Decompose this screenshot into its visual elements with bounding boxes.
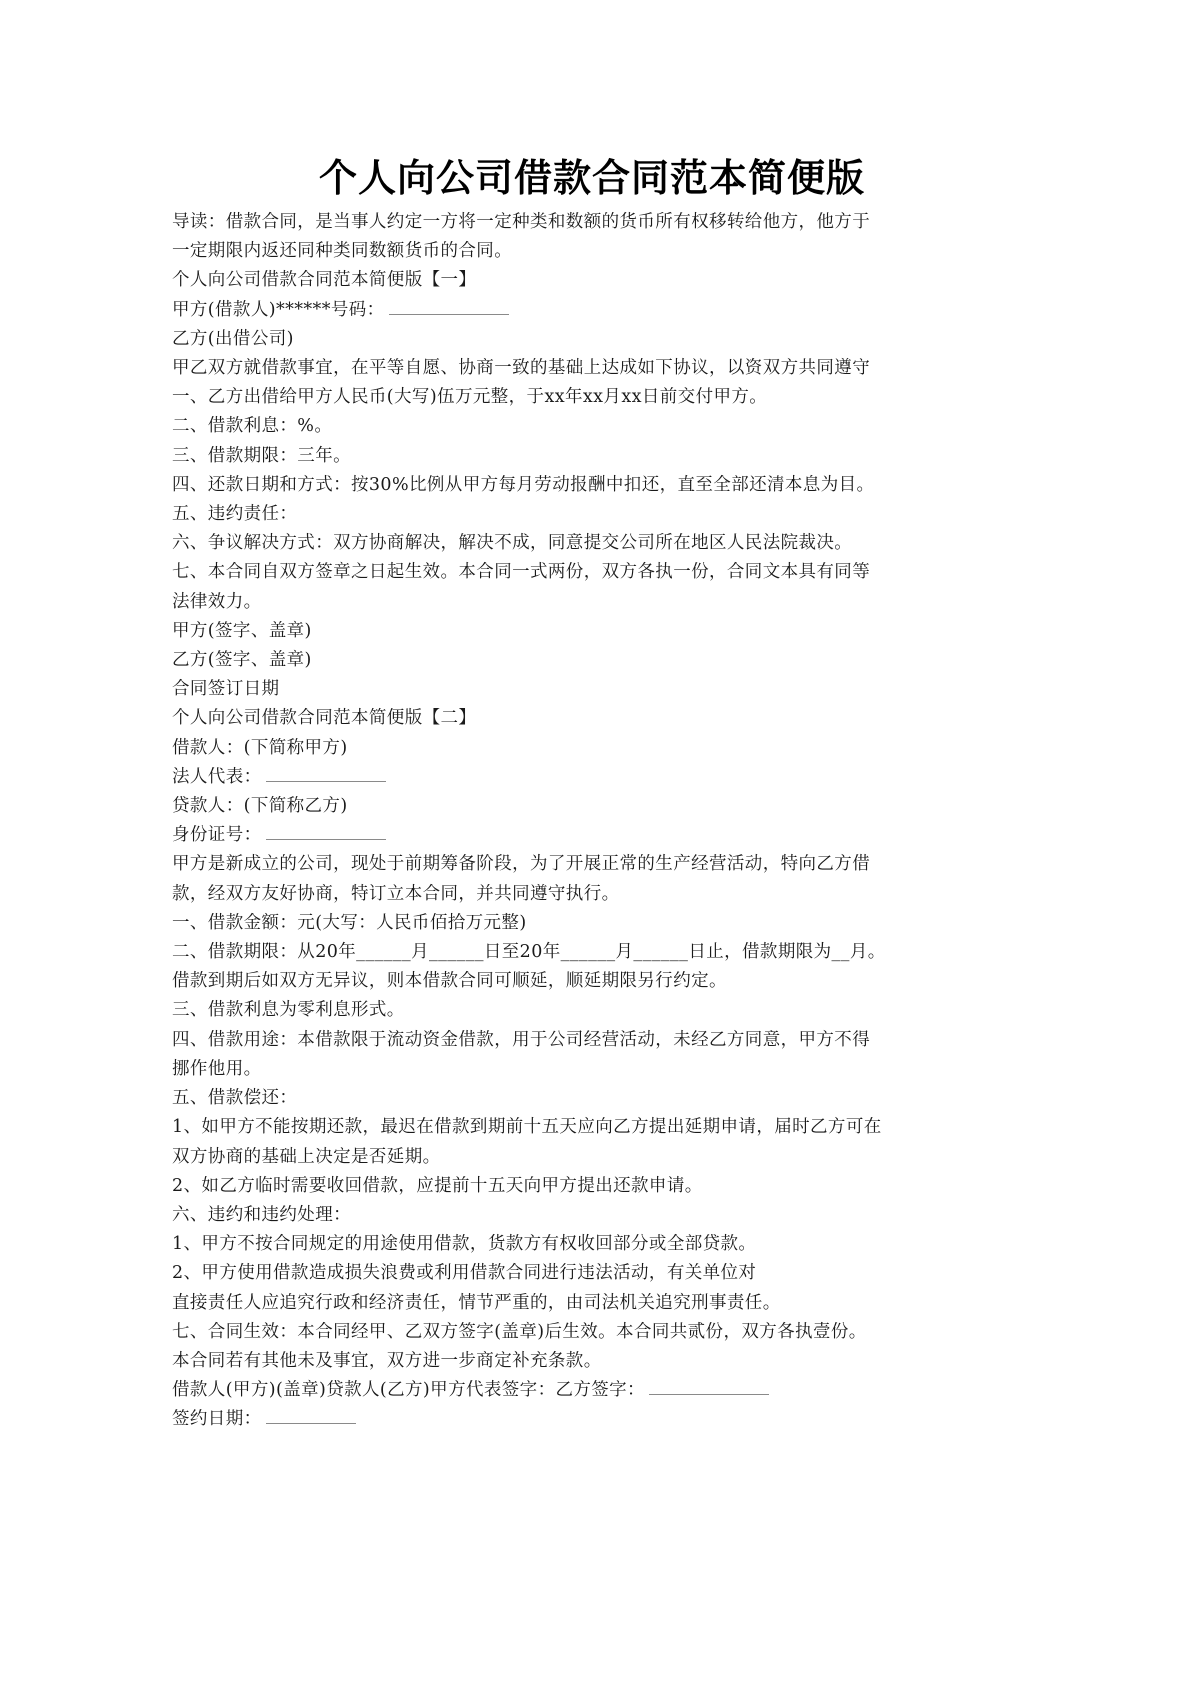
- legal-rep-label: 法人代表：: [172, 766, 262, 787]
- contract2-clause: 三、借款利息为零利息形式。: [172, 1000, 405, 1021]
- contract1-signature: 甲方(签字、盖章): [172, 620, 312, 641]
- signature-blank: [649, 1376, 769, 1395]
- intro-line: 一定期限内返还同种类同数额货币的合同。: [172, 241, 513, 262]
- contract1-party-a: [172, 296, 1032, 325]
- contract2-clause: 一、借款金额：元(大写：人民币佰拾万元整): [172, 912, 527, 933]
- contract2-preamble: 甲方是新成立的公司，现处于前期筹备阶段，为了开展正常的生产经营活动，特向乙方借: [172, 854, 871, 875]
- contract1-clause: 二、借款利息：%。: [172, 416, 333, 437]
- contract1-clause: 三、借款期限：三年。: [172, 445, 351, 466]
- contract2-clause: 1、如甲方不能按期还款，最迟在借款到期前十五天应向乙方提出延期申请，届时乙方可在: [172, 1117, 882, 1138]
- contract2-sign-date: [172, 1405, 1032, 1434]
- contract2-legal-rep: [172, 763, 1032, 792]
- contract2-lender: 贷款人：(下简称乙方): [172, 796, 348, 817]
- sign-date-label: 签约日期：: [172, 1409, 262, 1430]
- contract2-clause: 直接责任人应追究行政和经济责任，情节严重的，由司法机关追究刑事责任。: [172, 1292, 781, 1313]
- contract2-clause: 挪作他用。: [172, 1058, 262, 1079]
- contract2-id-number: [172, 821, 1032, 850]
- contract2-clause: 六、违约和违约处理：: [172, 1204, 351, 1225]
- contract1-clause: 六、争议解决方式：双方协商解决，解决不成，同意提交公司所在地区人民法院裁决。: [172, 533, 853, 554]
- contract1-heading: 个人向公司借款合同范本简便版【一】: [172, 270, 477, 291]
- id-number-label: 身份证号：: [172, 825, 262, 846]
- contract2-clause: 1、甲方不按合同规定的用途使用借款，货款方有权收回部分或全部贷款。: [172, 1234, 757, 1255]
- contract2-preamble: 款，经双方友好协商，特订立本合同，并共同遵守执行。: [172, 883, 620, 904]
- sign-date-blank: [266, 1405, 356, 1424]
- intro-line: 导读：借款合同，是当事人约定一方将一定种类和数额的货币所有权移转给他方，他方于: [172, 212, 871, 232]
- contract1-clause: 四、还款日期和方式：按30%比例从甲方每月劳动报酬中扣还，直至全部还清本息为目。: [172, 474, 875, 495]
- contract1-signature: 乙方(签字、盖章): [172, 650, 312, 671]
- signature-label: 借款人(甲方)(盖章)贷款人(乙方)甲方代表签字：乙方签字：: [172, 1380, 645, 1401]
- contract1-preamble: 甲乙双方就借款事宜，在平等自愿、协商一致的基础上达成如下协议，以资双方共同遵守: [172, 358, 871, 379]
- contract2-signature-line: [172, 1376, 1032, 1405]
- contract1-clause: 五、违约责任：: [172, 504, 298, 525]
- contract2-clause: 2、如乙方临时需要收回借款，应提前十五天向甲方提出还款申请。: [172, 1175, 703, 1196]
- id-number-blank: [266, 821, 386, 840]
- party-a-label: 甲方(借款人)******号码：: [172, 299, 385, 320]
- contract1-signature: 合同签订日期: [172, 679, 280, 700]
- document-title: 个人向公司借款合同范本简便版: [318, 156, 865, 200]
- contract2-clause: 五、借款偿还：: [172, 1088, 298, 1109]
- contract2-clause: 四、借款用途：本借款限于流动资金借款，用于公司经营活动，未经乙方同意，甲方不得: [172, 1029, 871, 1050]
- contract1-party-b: 乙方(出借公司): [172, 328, 294, 349]
- contract2-clause: 借款到期后如双方无异议，则本借款合同可顺延，顺延期限另行约定。: [172, 971, 727, 992]
- id-number-blank: [389, 296, 509, 315]
- contract2-clause: 2、甲方使用借款造成损失浪费或利用借款合同进行违法活动，有关单位对: [172, 1263, 757, 1284]
- contract1-clause: 七、本合同自双方签章之日起生效。本合同一式两份，双方各执一份，合同文本具有同等: [172, 562, 871, 583]
- contract2-heading: 个人向公司借款合同范本简便版【二】: [172, 708, 477, 729]
- document-page: [172, 150, 1032, 1435]
- legal-rep-blank: [266, 763, 386, 782]
- contract2-clause: 本合同若有其他未及事宜，双方进一步商定补充条款。: [172, 1350, 602, 1371]
- contract1-clause: 法律效力。: [172, 591, 262, 612]
- contract1-clause: 一、乙方出借给甲方人民币(大写)伍万元整，于xx年xx月xx日前交付甲方。: [172, 387, 768, 408]
- contract2-clause: 二、借款期限：从20年______月______日至20年______月______日止，借款期限为__月。: [172, 942, 886, 963]
- contract2-clause: 双方协商的基础上决定是否延期。: [172, 1146, 441, 1167]
- contract2-clause: 七、合同生效：本合同经甲、乙双方签字(盖章)后生效。本合同共贰份，双方各执壹份。: [172, 1321, 867, 1342]
- contract2-borrower: 借款人：(下简称甲方): [172, 737, 348, 758]
